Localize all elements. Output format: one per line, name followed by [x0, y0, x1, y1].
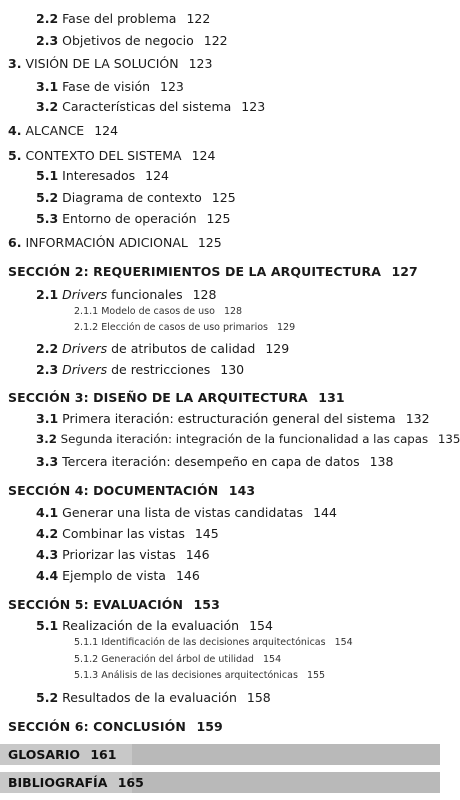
entry-number: 5.2	[36, 690, 59, 705]
entry-number: 2.1	[36, 287, 59, 302]
toc-entry	[36, 526, 219, 541]
entry-number: 5.1.2	[74, 654, 99, 665]
toc-chapter	[8, 123, 118, 138]
entry-page: 146	[175, 568, 200, 583]
toc-entry	[36, 690, 271, 705]
toc-entry	[36, 168, 169, 183]
toc-entry	[36, 505, 337, 520]
entry-number: 6.	[8, 235, 22, 250]
entry-page: 122	[203, 33, 228, 48]
entry-page: 132	[405, 411, 430, 426]
entry-title: Combinar las vistas	[62, 526, 185, 541]
toc-entry	[36, 287, 216, 302]
entry-number: 4.	[8, 123, 22, 138]
entry-number: 5.3	[36, 211, 59, 226]
entry-title: Análisis de las decisiones arquitectónicas	[101, 670, 298, 681]
entry-page: 125	[197, 235, 222, 250]
entry-page: 138	[369, 454, 394, 469]
entry-title: Resultados de la evaluación	[62, 690, 237, 705]
entry-page: 123	[160, 79, 184, 94]
toc-entry	[36, 341, 289, 356]
entry-page: 123	[188, 56, 213, 71]
section-title: SECCIÓN 6: CONCLUSIÓN	[8, 719, 186, 734]
entry-title: Entorno de operación	[62, 211, 197, 226]
entry-title: de restricciones	[107, 362, 211, 377]
section-page: 127	[391, 264, 418, 279]
entry-page: 128	[192, 287, 217, 302]
entry-title: funcionales	[107, 287, 183, 302]
entry-title: Tercera iteración: desempeño en capa de datos	[62, 454, 360, 469]
entry-title: Fase del problema	[62, 11, 177, 26]
section-heading	[8, 719, 223, 734]
entry-number: 2.1.2	[74, 322, 99, 333]
entry-title: INFORMACIÓN ADICIONAL	[25, 235, 188, 250]
toc-chapter	[8, 148, 215, 163]
entry-page: 130	[220, 362, 245, 377]
entry-title: Generar una lista de vistas candidatas	[62, 505, 304, 520]
entry-title-italic: Drivers	[62, 287, 108, 302]
section-title: SECCIÓN 3: DISEÑO DE LA ARQUITECTURA	[8, 390, 308, 405]
entry-page: 146	[185, 547, 210, 562]
entry-title: VISIÓN DE LA SOLUCIÓN	[25, 56, 179, 71]
entry-title: CONTEXTO DEL SISTEMA	[25, 148, 182, 163]
entry-title: Modelo de casos de uso	[101, 306, 215, 317]
entry-title: Diagrama de contexto	[62, 190, 202, 205]
toc-subentry	[74, 637, 353, 648]
entry-page: 125	[206, 211, 231, 226]
section-title: GLOSARIO	[8, 747, 80, 762]
toc-entry	[36, 547, 210, 562]
entry-number: 2.1.1	[74, 306, 99, 317]
toc-chapter	[8, 56, 212, 71]
entry-title: Priorizar las vistas	[62, 547, 176, 562]
toc-entry	[36, 568, 200, 583]
entry-title: Objetivos de negocio	[62, 33, 194, 48]
toc-chapter	[8, 235, 222, 250]
toc-entry	[36, 79, 184, 94]
entry-number: 5.1	[36, 618, 59, 633]
bibliografia-banner	[0, 772, 440, 793]
entry-title: ALCANCE	[25, 123, 85, 138]
entry-number: 5.	[8, 148, 22, 163]
entry-page: 122	[186, 11, 211, 26]
entry-number: 5.1	[36, 168, 59, 183]
toc-entry	[36, 432, 460, 446]
section-page: 153	[193, 597, 220, 612]
toc-entry	[36, 411, 430, 426]
entry-title: Fase de visión	[62, 79, 151, 94]
section-title: SECCIÓN 2: REQUERIMIENTOS DE LA ARQUITECTURA	[8, 264, 381, 279]
toc-entry	[36, 11, 210, 26]
entry-title: Ejemplo de vista	[62, 568, 166, 583]
entry-page: 135	[437, 432, 460, 446]
entry-number: 2.2	[36, 11, 59, 26]
toc-subentry	[74, 670, 325, 681]
section-heading	[8, 483, 255, 498]
section-page: 131	[318, 390, 345, 405]
entry-title-italic: Drivers	[62, 362, 108, 377]
entry-number: 5.1.1	[74, 637, 99, 648]
entry-title: Realización de la evaluación	[62, 618, 240, 633]
entry-page: 125	[211, 190, 236, 205]
entry-page: 154	[249, 618, 273, 633]
entry-title: Interesados	[62, 168, 136, 183]
entry-number: 2.3	[36, 33, 59, 48]
entry-number: 3.1	[36, 79, 59, 94]
glosario-banner	[0, 744, 440, 765]
entry-page: 145	[194, 526, 219, 541]
section-page: 143	[228, 483, 256, 498]
section-page: 165	[117, 775, 144, 790]
toc-entry	[36, 211, 230, 226]
section-page: 161	[90, 747, 117, 762]
entry-number: 2.2	[36, 341, 59, 356]
entry-number: 4.2	[36, 526, 59, 541]
section-title: SECCIÓN 5: EVALUACIÓN	[8, 597, 184, 612]
section-title: BIBLIOGRAFÍA	[8, 775, 108, 790]
section-heading	[8, 264, 418, 279]
section-page: 159	[196, 719, 223, 734]
entry-title: Características del sistema	[62, 99, 232, 114]
section-title: SECCIÓN 4: DOCUMENTACIÓN	[8, 483, 219, 498]
section-heading	[8, 390, 345, 405]
bibliografia-heading	[8, 775, 144, 790]
entry-page: 129	[277, 322, 296, 333]
toc-entry	[36, 33, 228, 48]
entry-page: 129	[265, 341, 290, 356]
section-heading	[8, 597, 220, 612]
entry-page: 124	[191, 148, 216, 163]
entry-title: Generación del árbol de utilidad	[101, 654, 254, 665]
entry-title-italic: Drivers	[62, 341, 108, 356]
entry-page: 123	[241, 99, 266, 114]
entry-number: 3.	[8, 56, 22, 71]
entry-number: 3.3	[36, 454, 59, 469]
entry-page: 144	[313, 505, 337, 520]
toc-entry	[36, 618, 273, 633]
entry-number: 5.2	[36, 190, 59, 205]
entry-number: 3.2	[36, 432, 57, 446]
toc-entry	[36, 99, 265, 114]
entry-number: 3.1	[36, 411, 59, 426]
entry-number: 5.1.3	[74, 670, 99, 681]
toc-subentry	[74, 654, 281, 665]
glosario-heading	[8, 747, 116, 762]
entry-number: 4.1	[36, 505, 59, 520]
entry-title: de atributos de calidad	[107, 341, 256, 356]
entry-title: Primera iteración: estructuración general del sistema	[62, 411, 396, 426]
entry-number: 2.3	[36, 362, 59, 377]
entry-page: 158	[246, 690, 271, 705]
entry-page: 128	[223, 306, 243, 317]
toc-entry	[36, 454, 393, 469]
entry-title: Segunda iteración: integración de la funcionalidad a las capas	[60, 432, 429, 446]
entry-number: 3.2	[36, 99, 59, 114]
entry-page: 155	[306, 670, 326, 681]
entry-page: 124	[145, 168, 170, 183]
toc-subentry	[74, 306, 242, 317]
toc-subentry	[74, 322, 295, 333]
toc-entry	[36, 190, 236, 205]
entry-page: 154	[334, 637, 353, 648]
entry-page: 124	[94, 123, 119, 138]
entry-title: Elección de casos de uso primarios	[101, 322, 268, 333]
entry-number: 4.3	[36, 547, 59, 562]
toc-entry	[36, 362, 244, 377]
entry-page: 154	[262, 654, 282, 665]
entry-title: Identificación de las decisiones arquitectónicas	[101, 637, 326, 648]
entry-number: 4.4	[36, 568, 59, 583]
